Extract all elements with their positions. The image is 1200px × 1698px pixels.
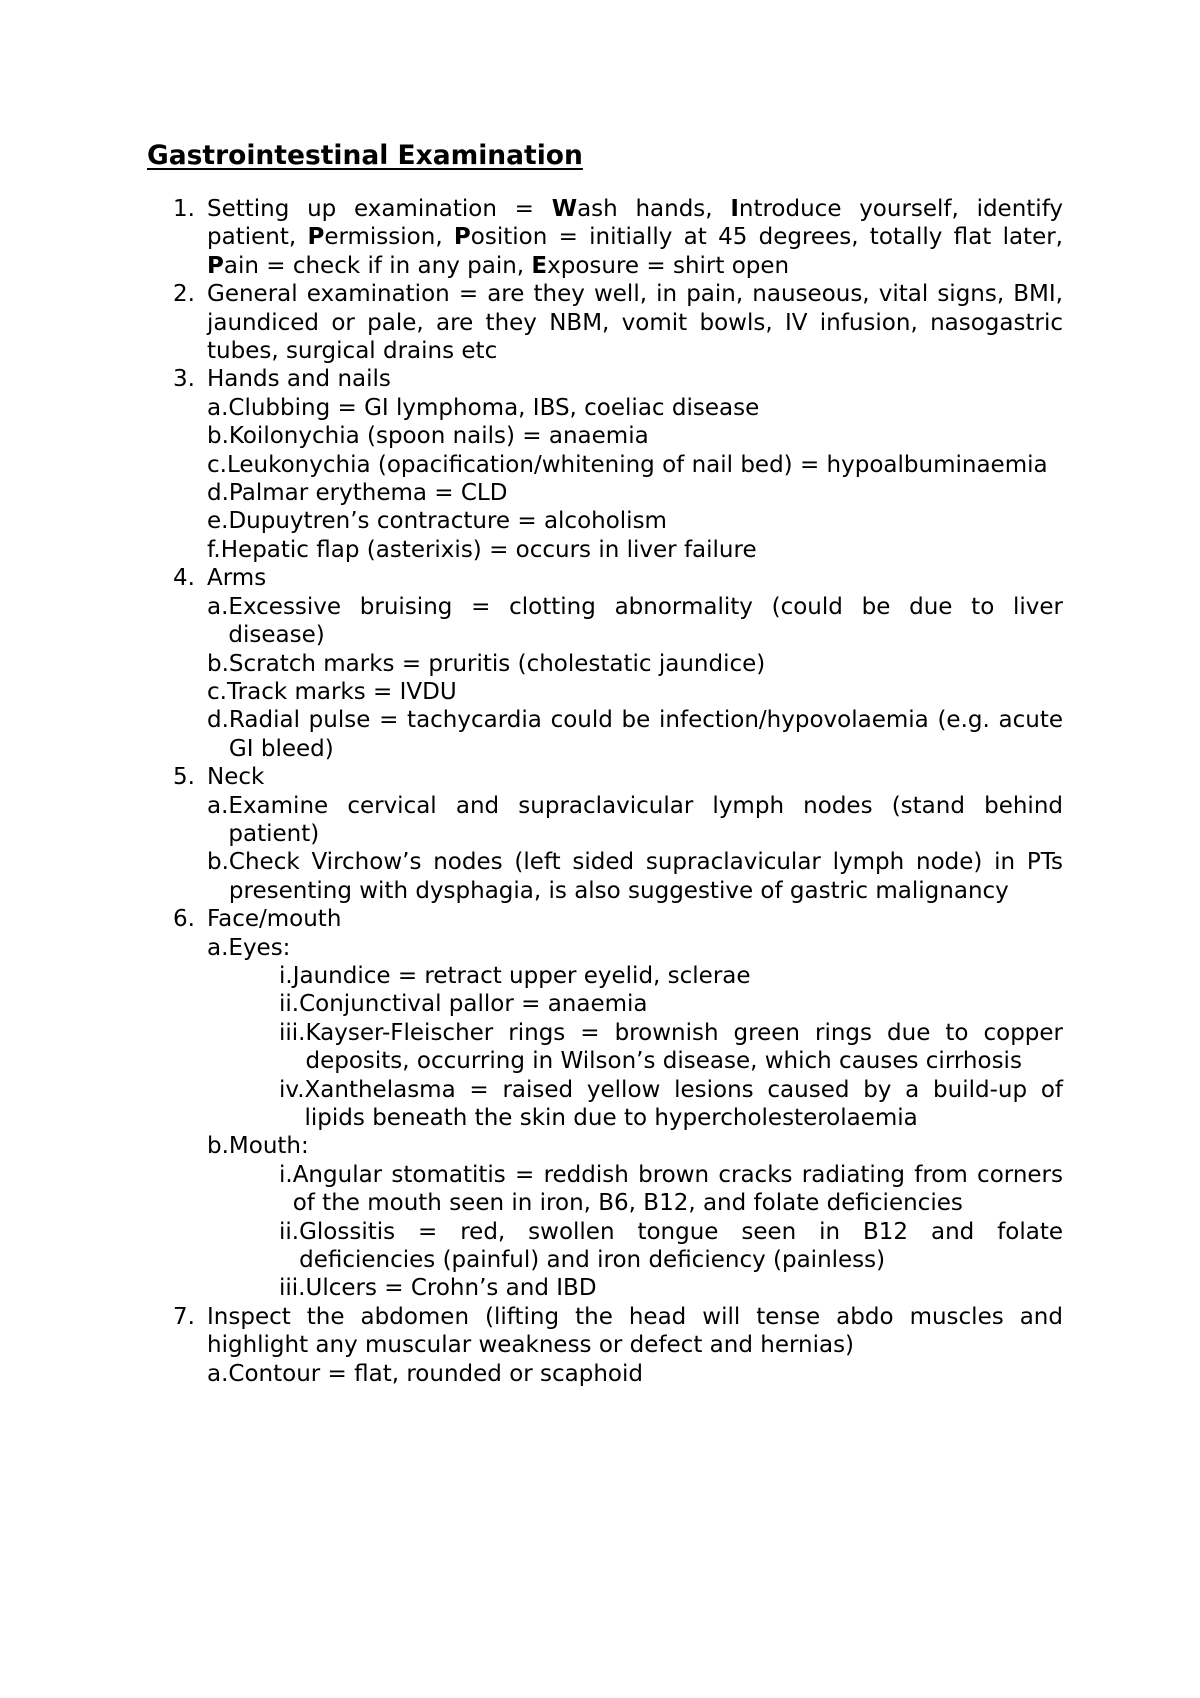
sub-list-item-text: Scratch marks = pruritis (cholestatic jaundice) <box>228 650 766 677</box>
sub-sub-list-item-text: Conjunctival pallor = anaemia <box>299 991 648 1018</box>
text-segment: osition = initially at 45 degrees, totally flat later, <box>470 224 1063 251</box>
sub-sub-list-item <box>279 962 1063 990</box>
roman-numeral: ii. <box>279 991 300 1018</box>
roman-numeral: iii. <box>279 1275 306 1302</box>
sub-sub-list-item-text: Kayser-Fleischer rings = brownish green rings due to copper deposits, occurring in Wilson’s disease, which causes cirrhosis <box>305 1019 1063 1075</box>
sub-list-letter: b. <box>207 650 229 677</box>
sub-sub-list-item <box>279 1076 1063 1133</box>
sub-list-item-row <box>207 451 1063 479</box>
sub-list-item-text: Track marks = IVDU <box>226 678 457 705</box>
sub-list-item <box>207 792 1063 849</box>
sub-list-item <box>207 507 1063 535</box>
list-item-step-3 <box>147 365 1063 564</box>
list-item-row <box>147 195 1063 280</box>
list-item-text <box>207 1303 1063 1360</box>
sub-list-item <box>207 451 1063 479</box>
mnemonic-letter: P <box>207 252 224 279</box>
sub-list-item <box>207 479 1063 507</box>
sub-list-item-text: Koilonychia (spoon nails) = anaemia <box>228 423 649 450</box>
sub-list-item-row <box>207 536 1063 564</box>
sub-list-item-text: Mouth: <box>228 1133 309 1160</box>
list-item-row <box>147 763 1063 791</box>
mnemonic-letter: W <box>551 196 578 222</box>
roman-numeral: ii. <box>279 1218 300 1245</box>
sub-list <box>207 394 1063 564</box>
sub-list-letter: b. <box>207 1133 229 1160</box>
sub-list-item <box>207 593 1063 650</box>
examination-steps-list <box>147 195 1063 1388</box>
list-item-text <box>207 195 1063 280</box>
sub-list-item-text: Eyes: <box>228 934 291 961</box>
sub-sub-list <box>279 962 1063 1132</box>
sub-list-item <box>207 536 1063 564</box>
sub-list <box>207 934 1063 1303</box>
list-number: 5. <box>173 764 195 791</box>
sub-list-item-row <box>207 507 1063 535</box>
sub-list-item-row <box>207 1360 1063 1388</box>
sub-sub-list-item <box>279 990 1063 1018</box>
mnemonic-letter: P <box>307 224 325 251</box>
roman-numeral: iii. <box>279 1019 306 1046</box>
text-segment: ntroduce yourself, identify patient, <box>207 196 1063 251</box>
sub-list-letter: e. <box>207 508 229 535</box>
sub-list-item-row <box>207 934 1063 962</box>
text-segment: xposure = shirt open <box>547 252 790 279</box>
sub-list-item <box>207 1132 1063 1302</box>
roman-numeral: i. <box>279 1161 293 1188</box>
list-number: 6. <box>173 906 195 933</box>
sub-sub-list-item-row <box>279 1161 1063 1218</box>
list-item-text <box>207 564 1063 592</box>
sub-list-item-row <box>207 1132 1063 1160</box>
text-segment: General examination = are they well, in pain, nauseous, vital signs, BMI, jaundiced or pale, are they NBM, vomit bowls, IV infusion, nasogastric tubes, surgical drains etc <box>207 281 1063 365</box>
list-number: 1. <box>173 196 195 222</box>
list-number: 2. <box>173 281 195 308</box>
sub-sub-list-item-row <box>279 1218 1063 1275</box>
sub-list-item <box>207 394 1063 422</box>
text-segment: ermission, <box>324 224 454 251</box>
sub-list-item-text: Contour = flat, rounded or scaphoid <box>228 1360 643 1387</box>
sub-list-letter: a. <box>207 1360 229 1387</box>
sub-list-item-text: Radial pulse = tachycardia could be infection/hypovolaemia (e.g. acute GI bleed) <box>228 707 1063 762</box>
text-segment: Arms <box>207 565 267 592</box>
sub-list-letter: b. <box>207 423 229 450</box>
text-segment: Face/mouth <box>207 906 342 933</box>
sub-list <box>207 1360 1063 1388</box>
sub-list-letter: c. <box>207 678 227 705</box>
list-item-step-4 <box>147 564 1063 763</box>
sub-list-letter: a. <box>207 792 229 819</box>
roman-numeral: i. <box>279 962 293 989</box>
text-segment: Setting up examination = <box>207 196 552 222</box>
document-page <box>147 140 1063 1388</box>
sub-sub-list-item-row <box>279 1274 1063 1302</box>
sub-sub-list-item-text: Ulcers = Crohn’s and IBD <box>305 1275 597 1302</box>
sub-list-letter: f. <box>207 536 221 563</box>
sub-list-item-row <box>207 593 1063 650</box>
mnemonic-letter: I <box>730 196 739 222</box>
sub-list-item-text: Hepatic flap (asterixis) = occurs in liver failure <box>220 536 757 563</box>
sub-list <box>207 593 1063 763</box>
sub-list-item <box>207 706 1063 763</box>
list-item-row <box>147 280 1063 365</box>
sub-list-item-text: Clubbing = GI lymphoma, IBS, coeliac disease <box>228 394 760 421</box>
sub-list-item <box>207 678 1063 706</box>
text-segment: Hands and nails <box>207 366 391 393</box>
text-segment: ain = check if in any pain, <box>223 252 532 279</box>
sub-sub-list-item-text: Jaundice = retract upper eyelid, sclerae <box>292 962 751 989</box>
list-item-step-1 <box>147 195 1063 280</box>
sub-list-item-row <box>207 479 1063 507</box>
text-segment: Inspect the abdomen (lifting the head will tense abdo muscles and highlight any muscular weakness or defect and hernias) <box>207 1303 1063 1359</box>
sub-list-item-text: Check Virchow’s nodes (left sided supraclavicular lymph node) in PTs presenting with dysphagia, is also suggestive of gastric malignancy <box>228 849 1063 904</box>
list-item-text <box>207 905 1063 933</box>
sub-list-item-row <box>207 650 1063 678</box>
sub-list-item-row <box>207 422 1063 450</box>
sub-sub-list-item-text: Angular stomatitis = reddish brown cracks radiating from corners of the mouth seen in iron, B6, B12, and folate deficiencies <box>292 1161 1063 1217</box>
list-item-row <box>147 1303 1063 1360</box>
sub-sub-list-item-row <box>279 990 1063 1018</box>
sub-sub-list-item-text: Glossitis = red, swollen tongue seen in B12 and folate deficiencies (painful) and iron deficiency (painless) <box>299 1218 1063 1274</box>
sub-list-item <box>207 848 1063 905</box>
sub-list-item <box>207 934 1063 1133</box>
sub-list <box>207 792 1063 906</box>
sub-list-item-text: Palmar erythema = CLD <box>228 480 508 507</box>
sub-list-letter: a. <box>207 593 229 620</box>
sub-list-item-text: Examine cervical and supraclavicular lymph nodes (stand behind patient) <box>228 792 1063 847</box>
sub-list-letter: a. <box>207 934 229 961</box>
sub-list-item-row <box>207 848 1063 905</box>
sub-list-letter: d. <box>207 707 229 734</box>
list-item-step-5 <box>147 763 1063 905</box>
sub-sub-list-item-row <box>279 1076 1063 1133</box>
page-title: Gastrointestinal Examination <box>147 140 583 171</box>
sub-list-item-row <box>207 394 1063 422</box>
list-item-row <box>147 564 1063 592</box>
text-segment: ash hands, <box>577 196 731 222</box>
sub-sub-list-item <box>279 1274 1063 1302</box>
sub-sub-list <box>279 1161 1063 1303</box>
list-item-step-7 <box>147 1303 1063 1388</box>
mnemonic-letter: E <box>531 252 548 279</box>
list-item-row <box>147 365 1063 393</box>
sub-list-item-row <box>207 792 1063 849</box>
list-number: 3. <box>173 366 195 393</box>
sub-list-letter: d. <box>207 480 229 507</box>
sub-list-item-row <box>207 678 1063 706</box>
sub-list-item <box>207 422 1063 450</box>
text-segment: Neck <box>207 764 265 791</box>
list-item-text <box>207 280 1063 365</box>
sub-list-item-text: Excessive bruising = clotting abnormality (could be due to liver disease) <box>228 593 1063 649</box>
list-item-row <box>147 905 1063 933</box>
sub-sub-list-item-text: Xanthelasma = raised yellow lesions caused by a build-up of lipids beneath the skin due to hypercholesterolaemia <box>304 1076 1063 1131</box>
list-number: 7. <box>173 1303 195 1330</box>
list-item-text <box>207 365 1063 393</box>
list-item-text <box>207 763 1063 791</box>
sub-list-item-text: Dupuytren’s contracture = alcoholism <box>228 508 667 535</box>
sub-sub-list-item <box>279 1161 1063 1218</box>
list-item-step-6 <box>147 905 1063 1303</box>
sub-list-letter: a. <box>207 394 229 421</box>
list-number: 4. <box>173 565 195 592</box>
mnemonic-letter: P <box>453 224 471 251</box>
sub-list-item-text: Leukonychia (opacification/whitening of nail bed) = hypoalbuminaemia <box>226 451 1048 478</box>
sub-sub-list-item <box>279 1218 1063 1275</box>
sub-list-item-row <box>207 706 1063 763</box>
sub-list-item <box>207 650 1063 678</box>
sub-list-item <box>207 1360 1063 1388</box>
sub-sub-list-item-row <box>279 1019 1063 1076</box>
sub-sub-list-item-row <box>279 962 1063 990</box>
sub-sub-list-item <box>279 1019 1063 1076</box>
list-item-step-2 <box>147 280 1063 365</box>
roman-numeral: iv. <box>279 1076 305 1103</box>
sub-list-letter: c. <box>207 451 227 478</box>
sub-list-letter: b. <box>207 849 229 876</box>
